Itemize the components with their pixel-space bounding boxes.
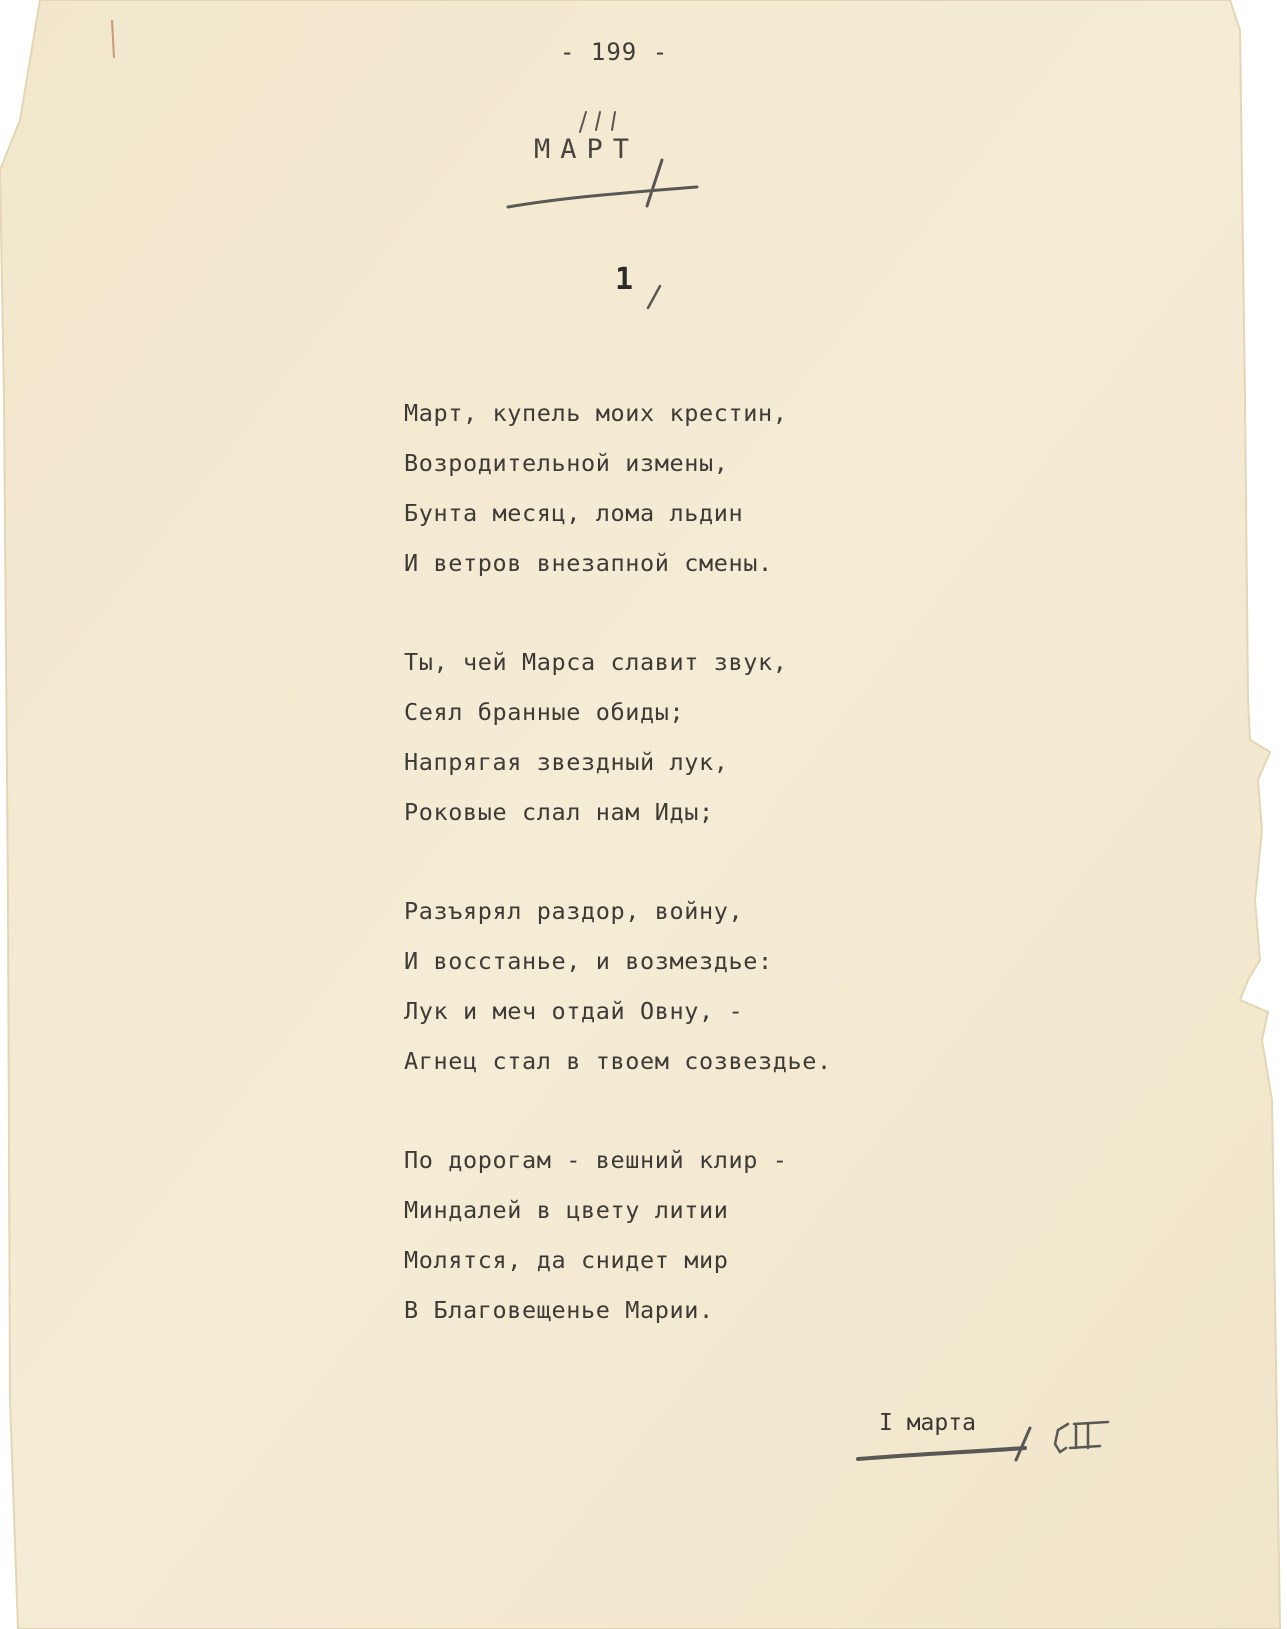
poem-line: По дорогам - вешний клир - [404, 1146, 788, 1174]
poem-line: Март, купель моих крестин, [404, 399, 788, 427]
stanza [404, 388, 832, 588]
page-title: МАРТ [534, 134, 640, 165]
poem-line: Ты, чей Марса славит звук, [404, 648, 788, 676]
poem-line: В Благовещенье Марии. [404, 1296, 714, 1324]
stanza [404, 1135, 832, 1335]
page-number: - 199 - [560, 38, 669, 66]
poem-line: Лук и меч отдай Овну, - [404, 997, 744, 1025]
poem-line: Возродительной измены, [404, 449, 729, 477]
poem-line: Агнец стал в твоем созвездье. [404, 1047, 832, 1075]
poem-line: Бунта месяц, лома льдин [404, 499, 744, 527]
poem-line: Сеял бранные обиды; [404, 698, 685, 726]
poem-line: Разъярял раздор, войну, [404, 897, 744, 925]
poem [404, 388, 832, 1384]
poem-line: И восстанье, и возмездье: [404, 947, 773, 975]
poem-line: Роковые слал нам Иды; [404, 798, 714, 826]
stanza [404, 637, 832, 837]
section-number: 1 [615, 262, 634, 297]
poem-line: Напрягая звездный лук, [404, 748, 729, 776]
poem-line: Миндалей в цвету литии [404, 1196, 729, 1224]
stanza [404, 886, 832, 1086]
poem-line: И ветров внезапной смены. [404, 549, 773, 577]
date-line: I марта [879, 1410, 976, 1436]
poem-line: Молятся, да снидет мир [404, 1246, 729, 1274]
